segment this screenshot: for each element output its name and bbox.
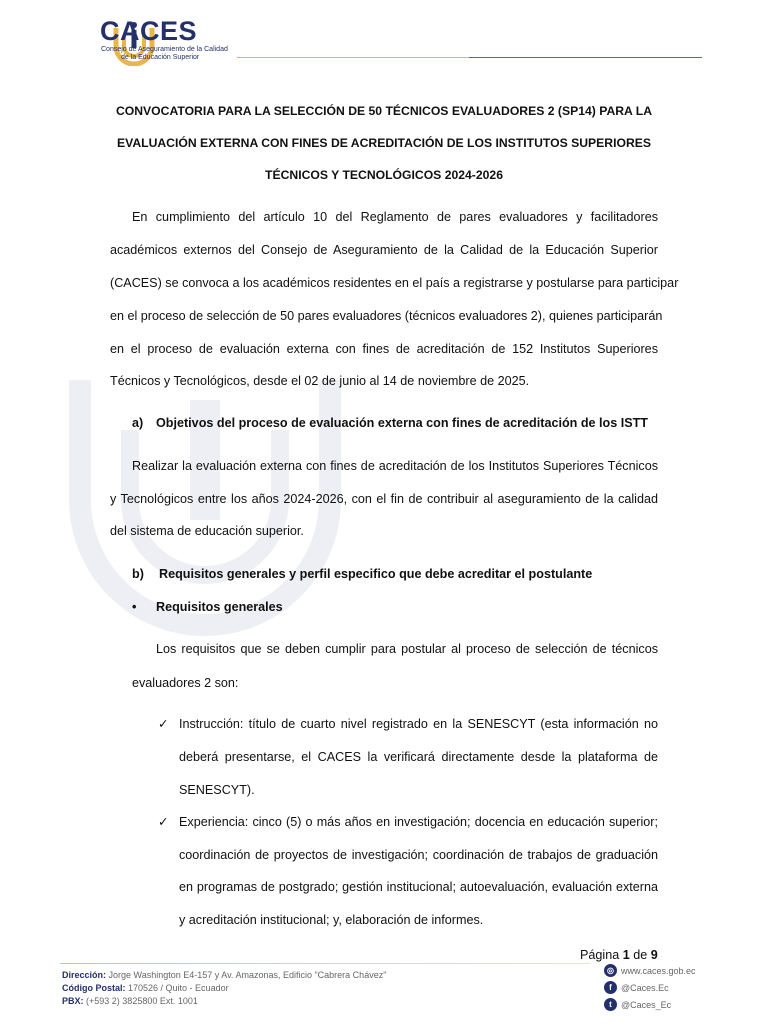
section-a-line: Realizar la evaluación externa con fines de acreditación de los Institutos Superiores Técnicos bbox=[132, 459, 658, 473]
footer-postal: Código Postal: 170526 / Quito - Ecuador bbox=[62, 983, 229, 993]
section-a-marker: a) bbox=[132, 416, 144, 430]
footer-twitter[interactable]: t @Caces_Ec bbox=[604, 998, 671, 1011]
intro-line: Técnicos y Tecnológicos, desde el 02 de junio al 14 de noviembre de 2025. bbox=[110, 374, 530, 388]
logo-subtitle-line2: de la Educación Superior bbox=[121, 54, 200, 61]
logo-subtitle-line1: Consejo de Aseguramiento de la Calidad bbox=[101, 46, 228, 53]
logo-name: CACES bbox=[100, 16, 198, 46]
requirement-line: coordinación de proyectos de investigación; coordinación de trabajos de graduación bbox=[179, 848, 658, 862]
check-icon: ✓ bbox=[158, 815, 169, 829]
footer-website[interactable]: ◎ www.caces.gob.ec bbox=[604, 964, 696, 977]
footer-facebook[interactable]: f @Caces.Ec bbox=[604, 981, 669, 994]
intro-line: en el proceso de evaluación externa con fines de acreditación de 152 Institutos Superiores bbox=[110, 342, 658, 356]
requirement-line: Instrucción: título de cuarto nivel registrado en la SENESCYT (esta información no bbox=[179, 717, 658, 731]
footer-address: Dirección: Jorge Washington E4-157 y Av. Amazonas, Edificio "Cabrera Chávez" bbox=[62, 970, 387, 980]
requirement-line: deberá presentarse, el CACES la verificará directamente desde la plataforma de bbox=[179, 750, 658, 764]
check-icon: ✓ bbox=[158, 717, 169, 731]
footer-divider bbox=[60, 963, 590, 964]
section-a-line: del sistema de educación superior. bbox=[110, 524, 304, 538]
watermark-logo-icon bbox=[60, 360, 350, 660]
intro-line: En cumplimiento del artículo 10 del Reglamento de pares evaluadores y facilitadores bbox=[132, 210, 658, 224]
intro-line: académicos externos del Consejo de Aseguramiento de la Calidad de la Educación Superior bbox=[110, 243, 658, 257]
section-b-heading: Requisitos generales y perfil especifico que debe acreditar el postulante bbox=[159, 567, 593, 581]
requirement-line: y acreditación institucional; y, elaboración de informes. bbox=[179, 913, 484, 927]
twitter-icon: t bbox=[604, 998, 617, 1011]
footer-pbx: PBX: (+593 2) 3825800 Ext. 1001 bbox=[62, 996, 198, 1006]
page-number: Página 1 de 9 bbox=[580, 948, 658, 962]
section-b-subheading: Requisitos generales bbox=[156, 600, 283, 614]
requirement-line: SENESCYT). bbox=[179, 783, 255, 797]
section-b-intro-line: evaluadores 2 son: bbox=[132, 676, 239, 690]
header-divider-blue bbox=[469, 57, 702, 58]
header-divider-gold bbox=[237, 57, 469, 58]
facebook-icon: f bbox=[604, 981, 617, 994]
bullet-icon: • bbox=[132, 600, 137, 614]
document-title-line3: TÉCNICOS Y TECNOLÓGICOS 2024-2026 bbox=[265, 168, 503, 182]
globe-icon: ◎ bbox=[604, 964, 617, 977]
section-b-intro-line: Los requisitos que se deben cumplir para postular al proceso de selección de técnicos bbox=[156, 642, 658, 656]
requirement-line: Experiencia: cinco (5) o más años en investigación; docencia en educación superior; bbox=[179, 815, 658, 829]
document-title-line1: CONVOCATORIA PARA LA SELECCIÓN DE 50 TÉCNICOS EVALUADORES 2 (SP14) PARA LA bbox=[115, 104, 653, 118]
section-a-heading: Objetivos del proceso de evaluación externa con fines de acreditación de los ISTT bbox=[156, 416, 649, 430]
intro-line: (CACES) se convoca a los académicos residentes en el país a registrarse y postularse para participar bbox=[110, 276, 679, 290]
section-b-marker: b) bbox=[132, 567, 144, 581]
document-title-line2: EVALUACIÓN EXTERNA CON FINES DE ACREDITACIÓN DE LOS INSTITUTOS SUPERIORES bbox=[116, 136, 652, 150]
intro-line: en el proceso de selección de 50 pares evaluadores (técnicos evaluadores 2), quienes participarán bbox=[110, 309, 663, 323]
requirement-line: en programas de postgrado; gestión institucional; autoevaluación, evaluación externa bbox=[179, 880, 658, 894]
section-a-line: y Tecnológicos entre los años 2024-2026, con el fin de contribuir al aseguramiento de la calidad bbox=[110, 492, 658, 506]
